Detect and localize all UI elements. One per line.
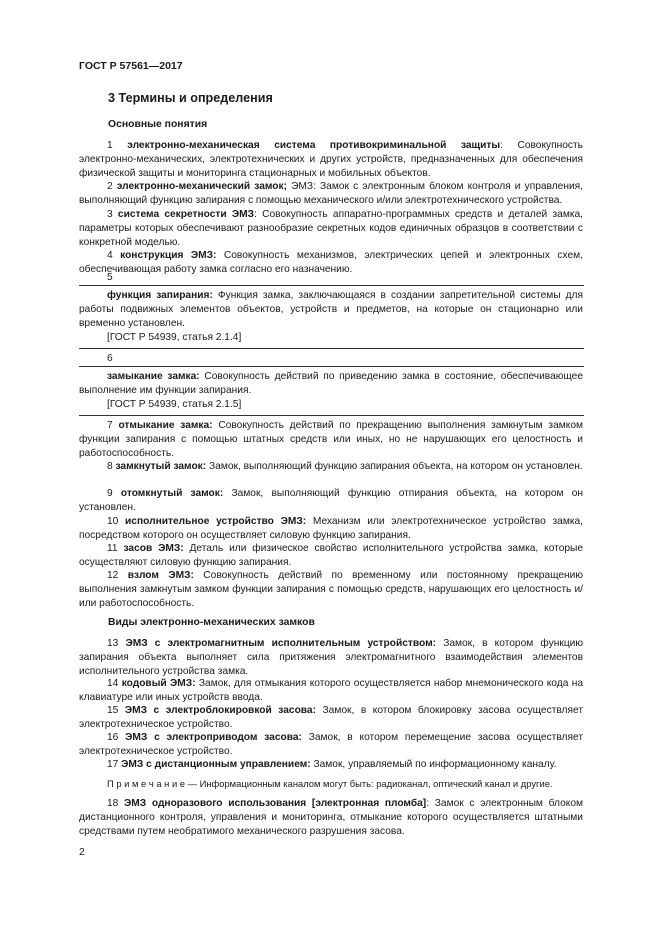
term-5: функция запирания: Функция замка, заключающаяся в создании запретительной системы для работы подвижных элементов объектов, устройств и предметов, на которые он стационарно или временно установлен.: [79, 290, 584, 329]
term-8: 8 замкнутый замок: Замок, выполняющий функцию запирания объекта, на котором он установлен.: [107, 461, 583, 472]
page-number: 2: [79, 846, 85, 858]
term-6-box: [79, 366, 584, 416]
term-18: 18 ЭМЗ одноразового использования [электронная пломба]: Замок с электронным блоком дистанционного контроля, управления и мониторинга, отмыкание которого осуществляется штатными средствами путем необратимого механического разрушения засова.: [79, 798, 583, 837]
term-1: 1 электронно-механическая система противокриминальной защиты: Совокупность электронно-механических, электротехнических и других устройств, предназначенных для обеспечения физической защиты и мониторинга стационарных и мобильных объектов.: [79, 140, 583, 179]
term-7: 7 отмыкание замка: Совокупность действий по прекращению выполнения замкнутым замком функции запирания с помощью штатных средств или иных, но не нарушающих его целостность и работоспособность.: [79, 420, 583, 459]
standard-header: ГОСТ Р 57561—2017: [79, 60, 183, 72]
note: П р и м е ч а н и е — Информационным каналом могут быть: радиоканал, оптический канал и другие.: [107, 778, 553, 789]
subsection-lock-types: Виды электронно-механических замков: [108, 617, 315, 628]
term-6-number: 6: [107, 353, 113, 364]
term-2: 2 электронно-механический замок; ЭМЗ: Замок с электронным блоком контроля и управления, выполняющий функцию запирания с помощью механического и/или электротехнического устройства.: [79, 181, 583, 206]
term-5-reference: [ГОСТ Р 54939, статья 2.1.4]: [107, 331, 242, 343]
term-14: 14 кодовый ЭМЗ: Замок, для отмыкания которого осуществляется набор мнемонического кода на клавиатуре или иных устройств ввода.: [79, 678, 584, 703]
term-6: замыкание замка: Совокупность действий по приведению замка в состояние, обеспечивающее выполнение им функции запирания.: [79, 371, 583, 396]
term-4: 4 конструкция ЭМЗ: Совокупность механизмов, электрических цепей и электронных схем, обеспечивающая работу замка согласно его назначению.: [79, 250, 583, 275]
term-6-reference: [ГОСТ Р 54939, статья 2.1.5]: [107, 398, 242, 410]
term-9: 9 отомкнутый замок: Замок, выполняющий функцию отпирания объекта, на котором он установлен.: [79, 488, 583, 513]
term-5-box: [79, 285, 584, 349]
term-12: 12 взлом ЭМЗ: Совокупность действий по временному или постоянному прекращению выполнения замкнутым замком функции запирания с помощью средств, нарушающих его целостность и/или работоспособность.: [79, 570, 583, 609]
term-17: 17 ЭМЗ с дистанционным управлением: Замок, управляемый по информационному каналу.: [107, 759, 557, 770]
term-3: 3 система секретности ЭМЗ: Совокупность аппаратно-программных средств и деталей замка, параметры которых обеспечивают разнообразие секретных кодов единичных образцов в соответствии с конкретной моделью.: [79, 209, 583, 248]
term-11: 11 засов ЭМЗ: Деталь или физическое свойство исполнительного устройства замка, которые осуществляют силовую функцию запирания.: [79, 543, 584, 568]
term-5-number: 5: [107, 272, 113, 283]
term-16: 16 ЭМЗ с электроприводом засова: Замок, в котором перемещение засова осуществляет электротехническое устройство.: [79, 732, 583, 757]
term-15: 15 ЭМЗ с электроблокировкой засова: Замок, в котором блокировку засова осуществляет электротехническое устройство.: [79, 705, 583, 730]
section-title: 3 Термины и определения: [108, 91, 273, 105]
subsection-basic-concepts: Основные понятия: [108, 119, 208, 130]
term-10: 10 исполнительное устройство ЭМЗ: Механизм или электротехническое устройство замка, посредством которого он осуществляет силовую функцию запирания.: [79, 516, 583, 541]
term-13: 13 ЭМЗ с электромагнитным исполнительным устройством: Замок, в котором функцию запирания объекта выполняет сила притяжения электромагнитного взаимодействия элементов исполнительного устройства замка.: [79, 638, 584, 677]
